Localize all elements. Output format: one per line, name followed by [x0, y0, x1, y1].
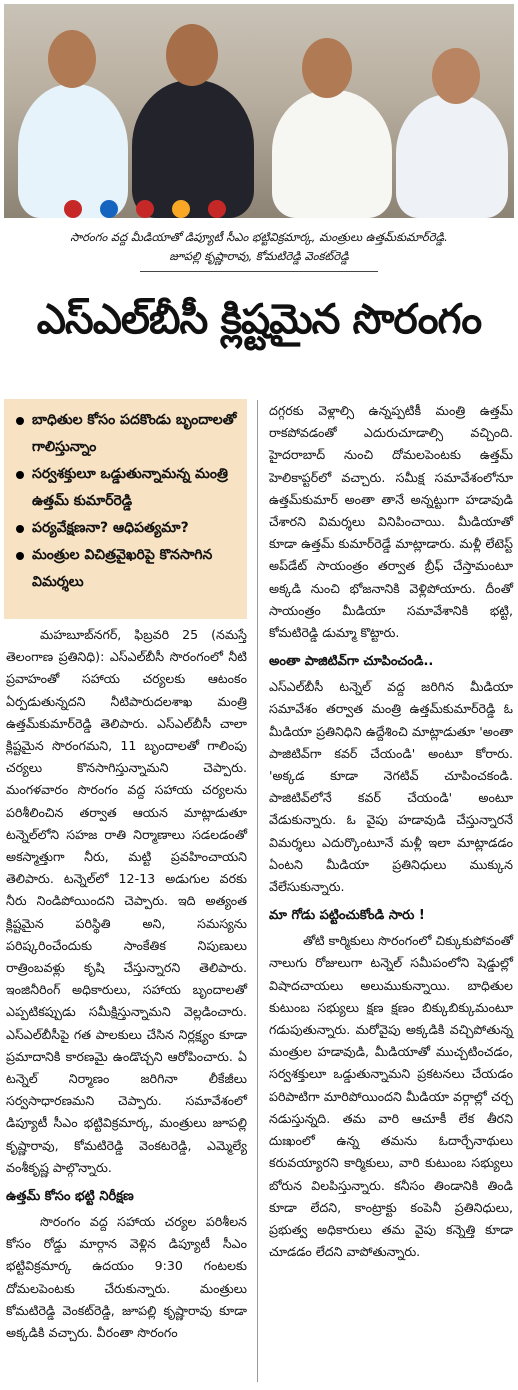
microphone-row — [64, 200, 274, 218]
caption-line-2: జూపల్లి కృష్ణారావు, కోమటిరెడ్డి వెంకట్‌రెడ్డి — [169, 249, 349, 263]
microphone-icon — [172, 200, 190, 218]
person-silhouette — [272, 90, 392, 218]
article-paragraph: మహబూబ్‌నగర్‌, ఫిబ్రవరి 25 (నమస్తే తెలంగాణ ప్రతినిధి): ఎస్‌ఎల్‌బీసీ సొరంగంలో నీటి ప్రవాహంతో సహాయ చర్యలకు ఆటంకం ఏర్పడుతున్నదని నీటిపారుదలశాఖ మంత్రి ఉత్తమ్‌కుమార్‌రెడ్డి తెలిపారు. ఎస్‌ఎల్‌బీసీ చాలా క్లిష్టమైన సొరంగమని, 11 బృందాలతో గాలింపు చర్యలు కొనసాగిస్తున్నామని చెప్పారు. మంగళవారం సొరంగం వద్ద సహాయ చర్యలను పరిశీలించిన తర్వాత ఆయన మాట్లాడుతూ టన్నెల్‌లోని సహజ రాతి నిర్మాణాలు సడలడంతో అకస్మాత్తుగా నీరు, మట్టి ప్రవహించాయని తెలిపారు. టన్నెల్‌లో 12-13 అడుగుల వరకు నీరు నిండిపోయిందని చెప్పారు. ఇది అత్యంత క్లిష్టమైన పరిస్థితి అని, సమస్యను పరిష్కరించేందుకు సాంకేతిక నిపుణులు రాత్రింబవళ్లు కృషి చేస్తున్నారని తెలిపారు. ఇంజినీరింగ్‌ అధికారులు, సహాయ బృందాలతో ఎప్పటికప్పుడు సమీక్షిస్తున్నామని వెల్లడించారు. ఎస్‌ఎల్‌బీసీపై గత పాలకులు చేసిన నిర్లక్ష్యం కూడా ప్రమాదానికి కారణమై ఉండొచ్చని ఆరోపించారు. ఏ టన్నెల్‌ నిర్మాణం జరిగినా లీకేజీలు సర్వసాధారణమని చెప్పారు. సమావేశంలో డిప్యూటీ సీఎం భట్టివిక్రమార్క, మంత్రులు జూపల్లి కృష్ణారావు, కోమటిరెడ్డి వెంకటరెడ్డి, ఎమ్మెల్యే వంశీకృష్ణ పాల్గొన్నారు. — [6, 627, 247, 1175]
right-column — [269, 400, 513, 1263]
article-paragraph: దగ్గరకు వెళ్లాల్సి ఉన్నప్పటికీ మంత్రి ఉత్తమ్‌ రాకపోవడంతో ఎదురుచూడాల్సి వచ్చింది. హైదరాబాద్‌ నుంచి దోమలపెంటకు ఉత్తమ్‌ హెలికాప్టర్‌లో వచ్చారు. సమీక్ష సమావేశంలోనూ ఉత్తమ్‌కుమార్‌ అంతా తానే అన్నట్టుగా హడావుడి చేశారని విమర్శలు వినిపించాయి. మీడియాతో కూడా ఉత్తమ్‌ కుమార్‌రెడ్డే మాట్లాడారు. మళ్లీ లేటెస్ట్‌ అప్‌డేట్‌ సాయంత్రం తర్వాత బ్రీఫ్‌ చేస్తామంటూ అక్కడి నుంచి భోజనానికి వెళ్లిపోయారు. దీంతో సాయంత్రం మీడియా సమావేశానికి భట్టి, కోమటిరెడ్డి డుమ్మా కొట్టారు. — [269, 403, 513, 641]
highlights-box — [4, 399, 247, 619]
highlight-text: సర్వశక్తులూ ఒడ్డుతున్నామన్న మంత్రి ఉత్తమ్‌ కుమార్‌రెడ్డి — [32, 466, 228, 509]
photo-caption — [6, 228, 512, 266]
person-silhouette — [396, 94, 508, 218]
highlight-text: బాధితుల కోసం పదకొండు బృందాలతో గాలిస్తున్నాం — [32, 412, 237, 455]
microphone-icon — [64, 200, 82, 218]
bullet-icon — [16, 552, 24, 560]
caption-underline — [140, 271, 378, 272]
article-paragraph: ఎస్‌ఎల్‌బీసీ టన్నెల్‌ వద్ద జరిగిన మీడియా సమావేశం తర్వాత మంత్రి ఉత్తమ్‌కుమార్‌రెడ్డి ఓ మీడియా ప్రతినిధిని ఉద్దేశించి మాట్లాడుతూ 'అంతా పాజిటివ్‌గా కవర్‌ చేయండి' అంటూ కోరారు. 'అక్కడ కూడా నెగటివ్‌ చూపించకండి. పాజిటివ్‌లోనే కవర్‌ చేయండి' అంటూ వేడుకున్నారు. ఓ వైపు హడావుడి చేస్తున్నారనే విమర్శలు ఎదుర్కొంటూనే మళ్లీ ఇలా మాట్లాడడం ఏంటని మీడియా ప్రతినిధులు ముక్కున వేలేసుకున్నారు. — [269, 679, 513, 895]
column-divider — [257, 400, 258, 1382]
person-silhouette — [18, 84, 128, 218]
highlight-item — [12, 515, 239, 542]
subheading: అంతా పాజిటివ్‌గా చూపించండి.. — [269, 654, 434, 670]
left-column — [6, 624, 247, 1344]
highlight-text: మంత్రుల విచిత్రవైఖరిపై కొనసాగిన విమర్శలు — [32, 547, 213, 590]
highlight-item — [12, 407, 239, 461]
person-silhouette — [132, 80, 254, 218]
subheading: ఉత్తమ్‌ కోసం భట్టి నిరీక్షణ — [6, 1189, 134, 1205]
highlight-item — [12, 461, 239, 515]
highlight-item — [12, 542, 239, 596]
microphone-icon — [100, 200, 118, 218]
microphone-icon — [136, 200, 154, 218]
article-paragraph: సొరంగం వద్ద సహాయ చర్యల పరిశీలన కోసం రోడ్డు మార్గాన వెళ్లిన డిప్యూటీ సీఎం భట్టివిక్రమార్క ఉదయం 9:30 గంటలకు దోమలపెంటకు చేరుకున్నారు. మంత్రులు కోమటిరెడ్డి వెంకట్‌రెడ్డి, జూపల్లి కృష్ణారావు కూడా అక్కడికి వచ్చారు. వీరంతా సొరంగం — [6, 1214, 247, 1341]
person-head — [48, 30, 96, 88]
person-head — [166, 24, 218, 86]
press-conference-photo — [4, 4, 514, 218]
bullet-icon — [16, 417, 24, 425]
microphone-icon — [208, 200, 226, 218]
person-head — [302, 38, 352, 98]
bullet-icon — [16, 471, 24, 479]
highlight-text: పర్యవేక్షణనా? ఆధిపత్యమా? — [32, 520, 189, 536]
article-paragraph: తోటి కార్మికులు సొరంగంలో చిక్కుకుపోవంతో నాలుగు రోజులుగా టన్నెల్‌ సమీపంలోని షెడ్డుల్లో విషాదచాయలు అలుముకున్నాయి. బాధితుల కుటుంబ సభ్యులు క్షణ క్షణం బిక్కుబిక్కుమంటూ గడుపుతున్నారు. మరోవైపు అక్కడికి వచ్చిపోతున్న మంత్రుల హడావుడి, మీడియాతో ముచ్చటించడం, సర్వశక్తులూ ఒడ్డుతున్నామని ప్రకటనలు చేయడం పరిపాటిగా మారిపోయిందని మీడియా వర్గాల్లో చర్చ నడుస్తున్నది. తమ వారి ఆచూకీ లేక తీరని దుఃఖంలో ఉన్న తమను ఓదార్చేనాథులు కరువయ్యారని కార్మికులు, వారి కుటుంబ సభ్యులు బోరున విలపిస్తున్నారు. కనీసం తిండానికి తిండి కూడా లేదని, కాంట్రాక్టు కంపెనీ ప్రతినిధులు, ప్రభుత్వ అధికారులు తమ వైపు కన్నెత్తి కూడా చూడడం లేదని వాపోతున్నారు. — [269, 933, 513, 1260]
bullet-icon — [16, 525, 24, 533]
caption-line-1: సారంగం వద్ద మీడియాతో డిప్యూటీ సీఎం భట్టివిక్రమార్క, మంత్రులు ఉత్తమ్‌కుమార్‌రెడ్డి. — [70, 230, 448, 244]
person-head — [432, 48, 480, 104]
subheading: మా గోడు పట్టించుకోండి సారు ! — [269, 908, 425, 924]
headline: ఎస్‌ఎల్‌బీసీ క్లిష్టమైన సొరంగం — [36, 295, 482, 343]
